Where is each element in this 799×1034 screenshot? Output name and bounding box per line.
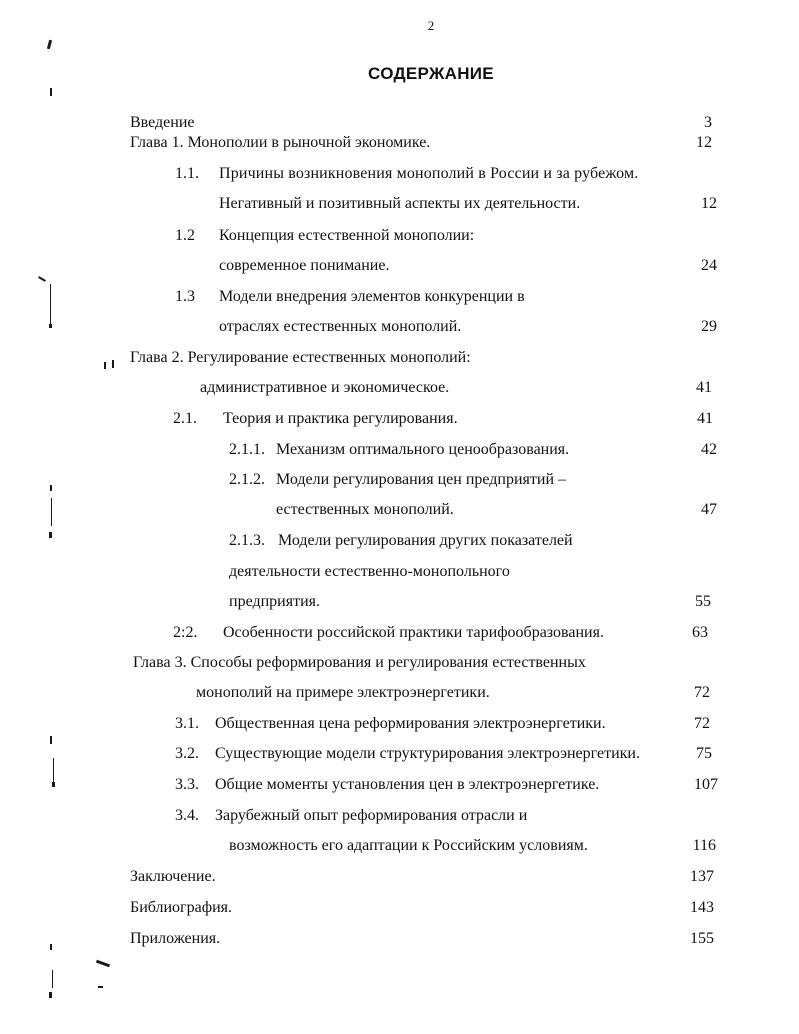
toc-section-2-1-3-line1: Модели регулирования других показателей xyxy=(278,532,573,549)
toc-section-3-2-number: 3.2. xyxy=(175,745,199,762)
scan-speck xyxy=(49,992,52,998)
toc-section-1-3-line2: отраслях естественных монополий. xyxy=(219,318,462,335)
scan-speck xyxy=(50,284,51,324)
toc-section-2-1-1-number: 2.1.1. xyxy=(229,441,265,458)
scan-speck xyxy=(50,736,52,744)
scan-speck xyxy=(38,276,46,282)
toc-section-2-2-page: 63 xyxy=(692,624,708,641)
scan-speck xyxy=(96,960,110,968)
toc-chapter-1-page: 12 xyxy=(696,134,712,151)
toc-section-3-3-page: 107 xyxy=(694,776,718,793)
toc-section-3-4-number: 3.4. xyxy=(175,807,199,824)
scan-speck xyxy=(50,944,52,950)
scan-speck xyxy=(52,970,53,988)
toc-section-2-1-3-page: 55 xyxy=(695,593,711,610)
scan-speck xyxy=(49,324,52,328)
toc-conclusion-label: Заключение. xyxy=(130,868,216,885)
toc-chapter-2-line2: административное и экономическое. xyxy=(200,379,450,396)
scan-speck xyxy=(112,360,114,368)
toc-section-2-1-1-page: 42 xyxy=(701,441,717,458)
toc-section-1-1-line1: Причины возникновения монополий в России и за рубежом. xyxy=(219,165,639,182)
toc-section-2-2-label: Особенности российской практики тарифообразования. xyxy=(223,624,604,641)
toc-section-2-1-2-line2: естественных монополий. xyxy=(276,501,454,518)
toc-section-1-2-number: 1.2 xyxy=(175,227,195,244)
toc-section-1-2-line1: Концепция естественной монополии: xyxy=(219,227,475,244)
toc-section-1-1-page: 12 xyxy=(701,195,717,212)
toc-section-3-4-line1: Зарубежный опыт реформирования отрасли и xyxy=(215,807,528,824)
toc-section-1-1-line2: Негативный и позитивный аспекты их деятельности. xyxy=(219,195,581,212)
scan-speck xyxy=(49,532,52,538)
scan-speck xyxy=(50,88,52,96)
toc-section-2-1-2-line1: Модели регулирования цен предприятий – xyxy=(276,471,567,488)
scan-speck xyxy=(104,362,106,369)
toc-section-2-1-2-page: 47 xyxy=(701,501,717,518)
page-number: 2 xyxy=(427,18,435,33)
toc-appendices-page: 155 xyxy=(690,930,714,947)
toc-section-2-1-2-number: 2.1.2. xyxy=(229,471,265,488)
scan-speck xyxy=(51,498,52,526)
toc-section-3-2-page: 75 xyxy=(696,745,712,762)
toc-conclusion-page: 137 xyxy=(690,868,714,885)
toc-bibliography-page: 143 xyxy=(690,899,714,916)
toc-section-1-3-page: 29 xyxy=(701,318,717,335)
toc-section-3-3-number: 3.3. xyxy=(175,776,199,793)
toc-section-2-2-number: 2:2. xyxy=(173,624,198,641)
toc-section-2-1-3-line3: предприятия. xyxy=(229,593,320,610)
toc-appendices-label: Приложения. xyxy=(130,930,221,947)
toc-section-2-1-3-number: 2.1.3. xyxy=(229,532,265,549)
toc-section-3-4-line2: возможность его адаптации к Российским условиям. xyxy=(229,837,588,854)
toc-intro-page: 3 xyxy=(704,114,712,131)
toc-section-1-2-page: 24 xyxy=(701,257,717,274)
toc-section-2-1-label: Теория и практика регулирования. xyxy=(223,410,458,427)
toc-chapter-3-page: 72 xyxy=(694,684,710,701)
toc-section-3-1-label: Общественная цена реформирования электроэнергетики. xyxy=(215,715,606,732)
toc-section-1-1-number: 1.1. xyxy=(175,165,199,182)
toc-chapter-3-line2: монополий на примере электроэнергетики. xyxy=(196,684,490,701)
toc-chapter-3-line1: Глава 3. Способы реформирования и регулирования естественных xyxy=(133,654,586,671)
toc-section-3-4-page: 116 xyxy=(692,837,716,854)
toc-section-3-1-number: 3.1. xyxy=(175,715,199,732)
toc-section-2-1-page: 41 xyxy=(697,410,713,427)
scan-speck xyxy=(98,986,103,988)
toc-section-2-1-3-line2: деятельности естественно-монопольного xyxy=(229,563,510,580)
page-title: СОДЕРЖАНИЕ xyxy=(368,64,494,83)
toc-section-1-3-line1: Модели внедрения элементов конкуренции в xyxy=(219,288,525,305)
toc-section-2-1-1-label: Механизм оптимального ценообразования. xyxy=(276,441,570,458)
toc-intro-label: Введение xyxy=(130,114,195,131)
toc-bibliography-label: Библиография. xyxy=(130,899,232,916)
scan-speck xyxy=(53,758,54,782)
scan-speck xyxy=(47,40,52,49)
toc-chapter-2-page: 41 xyxy=(696,379,712,396)
toc-section-3-3-label: Общие моменты установления цен в электроэнергетике. xyxy=(215,776,600,793)
toc-section-1-3-number: 1.3 xyxy=(175,288,195,305)
toc-section-3-2-label: Существующие модели структурирования электроэнергетики. xyxy=(215,745,640,762)
scan-speck xyxy=(50,485,52,491)
scan-speck xyxy=(52,782,55,787)
toc-section-1-2-line2: современное понимание. xyxy=(219,257,390,274)
toc-section-2-1-number: 2.1. xyxy=(173,410,197,427)
toc-section-3-1-page: 72 xyxy=(694,715,710,732)
toc-chapter-2-line1: Глава 2. Регулирование естественных монополий: xyxy=(130,349,471,366)
toc-chapter-1-label: Глава 1. Монополии в рыночной экономике. xyxy=(130,134,431,151)
